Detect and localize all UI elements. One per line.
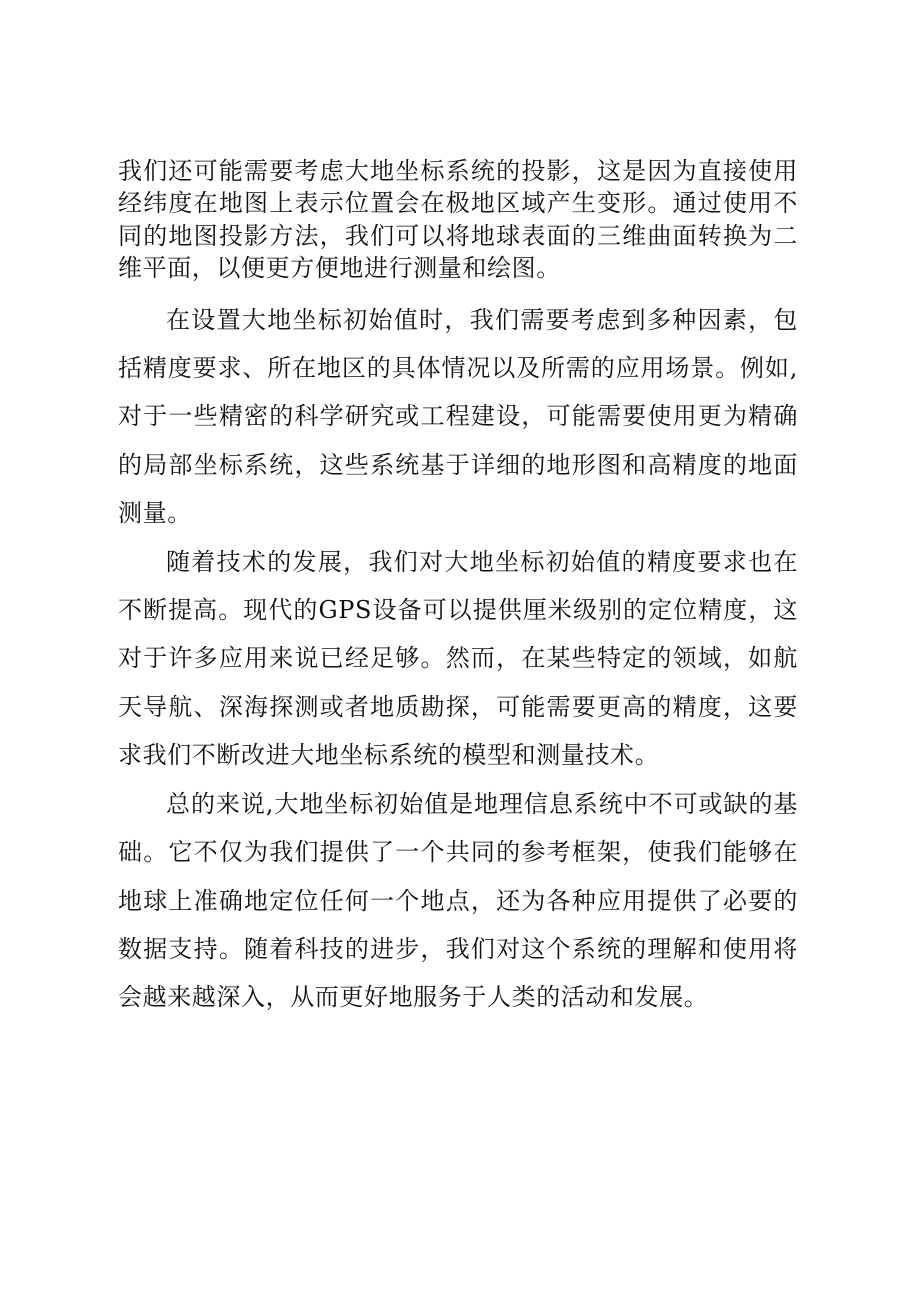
paragraph-precision-requirements: 随着技术的发展，我们对大地坐标初始值的精度要求也在不断提高。现代的GPS设备可以提供厘米级别的定位精度，这对于许多应用来说已经足够。然而，在某些特定的领域，如航天导航、深海探测或者地质勘探，可能需要更高的精度，这要求我们不断改进大地坐标系统的模型和测量技术。 <box>118 547 798 770</box>
paragraph-initial-values: 在设置大地坐标初始值时，我们需要考虑到多种因素，包括精度要求、所在地区的具体情况以及所需的应用场景。例如,对于一些精密的科学研究或工程建设，可能需要使用更为精确的局部坐标系统，这些系统基于详细的地形图和高精度的地面测量。 <box>118 305 798 528</box>
paragraph-projection: 我们还可能需要考虑大地坐标系统的投影，这是因为直接使用经纬度在地图上表示位置会在极地区域产生变形。通过使用不同的地图投影方法，我们可以将地球表面的三维曲面转换为二维平面，以便更方便地进行测量和绘图。 <box>118 157 798 283</box>
paragraph-conclusion: 总的来说,大地坐标初始值是地理信息系统中不可或缺的基础。它不仅为我们提供了一个共同的参考框架，使我们能够在地球上准确地定位任何一个地点，还为各种应用提供了必要的数据支持。随着科技的进步，我们对这个系统的理解和使用将会越来越深入，从而更好地服务于人类的活动和发展。 <box>118 789 798 1012</box>
document-body <box>118 155 798 1022</box>
